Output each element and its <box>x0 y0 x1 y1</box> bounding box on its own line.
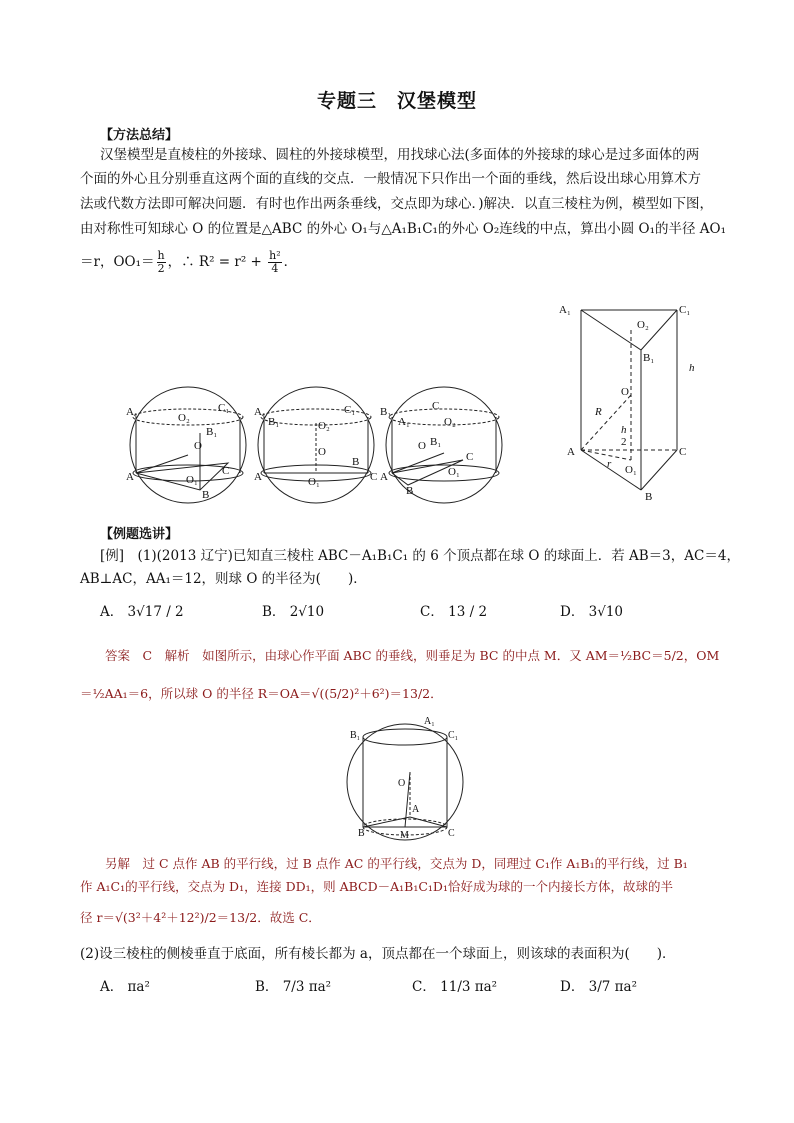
formula-suffix: ，∴ R² = r² + <box>167 254 267 270</box>
method-line-1: 汉堡模型是直棱柱的外接球、圆柱的外接球模型，用找球心法(多面体的外接球的球心是过多面体的两 <box>100 147 700 163</box>
q2-option-d: D． 3/7 πa² <box>560 979 637 995</box>
svg-text:O₂: O₂ <box>444 416 456 428</box>
page-title: 专题三 汉堡模型 <box>316 90 477 112</box>
cylinder-figure <box>340 712 470 842</box>
label-R: R <box>595 406 602 418</box>
frac-h2-4: $\frac{\text{h²}}{4}$ <box>269 249 281 275</box>
method-heading: 【方法总结】 <box>100 128 179 143</box>
svg-text:O: O <box>194 440 202 452</box>
answer-line-1: 答案 C 解析 如图所示，由球心作平面 ABC 的垂线，则垂足为 BC 的中点 M．又 AM＝½BC＝5/2，OM <box>105 648 720 663</box>
q2-option-c: C． 11/3 πa² <box>412 979 498 995</box>
svg-text:B: B <box>358 828 365 839</box>
svg-text:A₁: A₁ <box>398 416 410 428</box>
label-C1: C₁ <box>679 304 691 316</box>
q1-line-2: AB⊥AC，AA₁＝12，则球 O 的半径为( )． <box>80 571 367 587</box>
label-A1: A₁ <box>559 304 571 316</box>
label-h: h <box>689 362 695 374</box>
svg-text:O: O <box>398 778 406 789</box>
svg-text:A: A <box>380 471 388 483</box>
q1-option-a: A． 3√17 / 2 <box>100 604 184 620</box>
label-r: r <box>607 458 612 470</box>
q2-line: (2)设三棱柱的侧棱垂直于底面，所有棱长都为 a，顶点都在一个球面上，则该球的表面积为( )． <box>80 946 676 962</box>
sphere-3 <box>386 387 502 503</box>
method-line-2: 个面的外心且分别垂直这两个面的直线的交点．一般情况下只作出一个面的垂线，然后设出球心用算术方 <box>80 171 701 187</box>
svg-text:A₁: A₁ <box>254 406 266 418</box>
svg-text:B: B <box>406 485 414 497</box>
svg-text:C₁: C₁ <box>218 402 230 414</box>
svg-text:C: C <box>466 451 474 463</box>
svg-text:B₁: B₁ <box>268 416 280 428</box>
examples-heading: 【例题选讲】 <box>100 527 179 542</box>
alt-line-1: 另解 过 C 点作 AB 的平行线，过 B 点作 AC 的平行线，交点为 D，同理过 C₁作 A₁B₁的平行线，过 B₁ <box>105 856 688 871</box>
svg-text:B₁: B₁ <box>380 406 392 418</box>
svg-text:C₁: C₁ <box>448 730 459 741</box>
q2-option-a: A． πa² <box>100 979 150 995</box>
svg-text:O: O <box>318 446 326 458</box>
svg-text:M: M <box>400 830 409 841</box>
svg-text:A₁: A₁ <box>126 406 138 418</box>
svg-text:B₁: B₁ <box>430 436 442 448</box>
svg-text:A₁: A₁ <box>424 716 435 727</box>
svg-text:B: B <box>352 456 360 468</box>
alt-line-3: 径 r＝√(3²＋4²＋12²)/2＝13/2．故选 C． <box>80 910 321 925</box>
svg-text:B: B <box>202 489 210 501</box>
svg-text:O₁: O₁ <box>186 474 198 486</box>
prism-figure <box>555 295 715 510</box>
svg-text:O₁: O₁ <box>448 466 460 478</box>
answer-line-2: ＝½AA₁＝6，所以球 O 的半径 R＝OA＝√((5/2)²＋6²)＝13/2． <box>80 686 443 701</box>
q1-option-b: B． 2√10 <box>262 604 325 620</box>
q2-option-b: B． 7/3 πa² <box>255 979 332 995</box>
svg-text:B₁: B₁ <box>206 426 218 438</box>
label-C: C <box>679 446 687 458</box>
label-O2: O₂ <box>637 319 649 331</box>
method-line-3: 法或代数方法即可解决问题．有时也作出两条垂线，交点即为球心．)解决．以直三棱柱为例，模型如下图， <box>80 196 714 212</box>
label-A: A <box>567 446 575 458</box>
svg-text:C: C <box>448 828 455 839</box>
svg-text:C: C <box>432 400 440 412</box>
frac-h-2: $\frac{h}{2}$ <box>157 249 165 275</box>
svg-text:C: C <box>222 465 230 477</box>
svg-text:O₁: O₁ <box>308 476 320 488</box>
alt-line-2: 作 A₁C₁的平行线，交点为 D₁，连接 DD₁，则 ABCD－A₁B₁C₁D₁恰好成为球的一个内接长方体，故球的半 <box>80 879 673 894</box>
svg-text:C₁: C₁ <box>344 404 356 416</box>
q1-line-1: [例] (1)(2013 辽宁)已知直三棱柱 ABC－A₁B₁C₁ 的 6 个顶点都在球 O 的球面上．若 AB＝3，AC＝4， <box>100 548 740 564</box>
svg-text:B₁: B₁ <box>350 730 361 741</box>
svg-text:A: A <box>412 804 420 815</box>
label-B: B <box>645 491 653 503</box>
label-B1: B₁ <box>643 352 655 364</box>
svg-text:O₂: O₂ <box>318 420 330 432</box>
q1-option-c: C． 13 / 2 <box>420 604 488 620</box>
svg-text:A: A <box>126 471 134 483</box>
formula-prefix: ＝r，OO₁＝ <box>80 254 155 270</box>
method-formula: ＝r，OO₁＝ $\frac{h}{2}$ ，∴ R² = r² + $\frac{\text{h²}}{4}$ ． <box>80 249 298 275</box>
svg-text:h: h <box>621 424 627 436</box>
svg-text:O: O <box>418 440 426 452</box>
label-O: O <box>621 386 629 398</box>
q1-option-d: D． 3√10 <box>560 604 623 620</box>
svg-text:O₂: O₂ <box>178 412 190 424</box>
label-O1: O₁ <box>625 464 637 476</box>
method-line-4: 由对称性可知球心 O 的位置是△ABC 的外心 O₁与△A₁B₁C₁的外心 O₂连线的中点，算出小圆 O₁的半径 AO₁ <box>80 221 727 237</box>
sphere-figures <box>118 385 508 510</box>
svg-text:2: 2 <box>621 436 627 448</box>
svg-text:A: A <box>254 471 262 483</box>
svg-text:C: C <box>370 471 378 483</box>
